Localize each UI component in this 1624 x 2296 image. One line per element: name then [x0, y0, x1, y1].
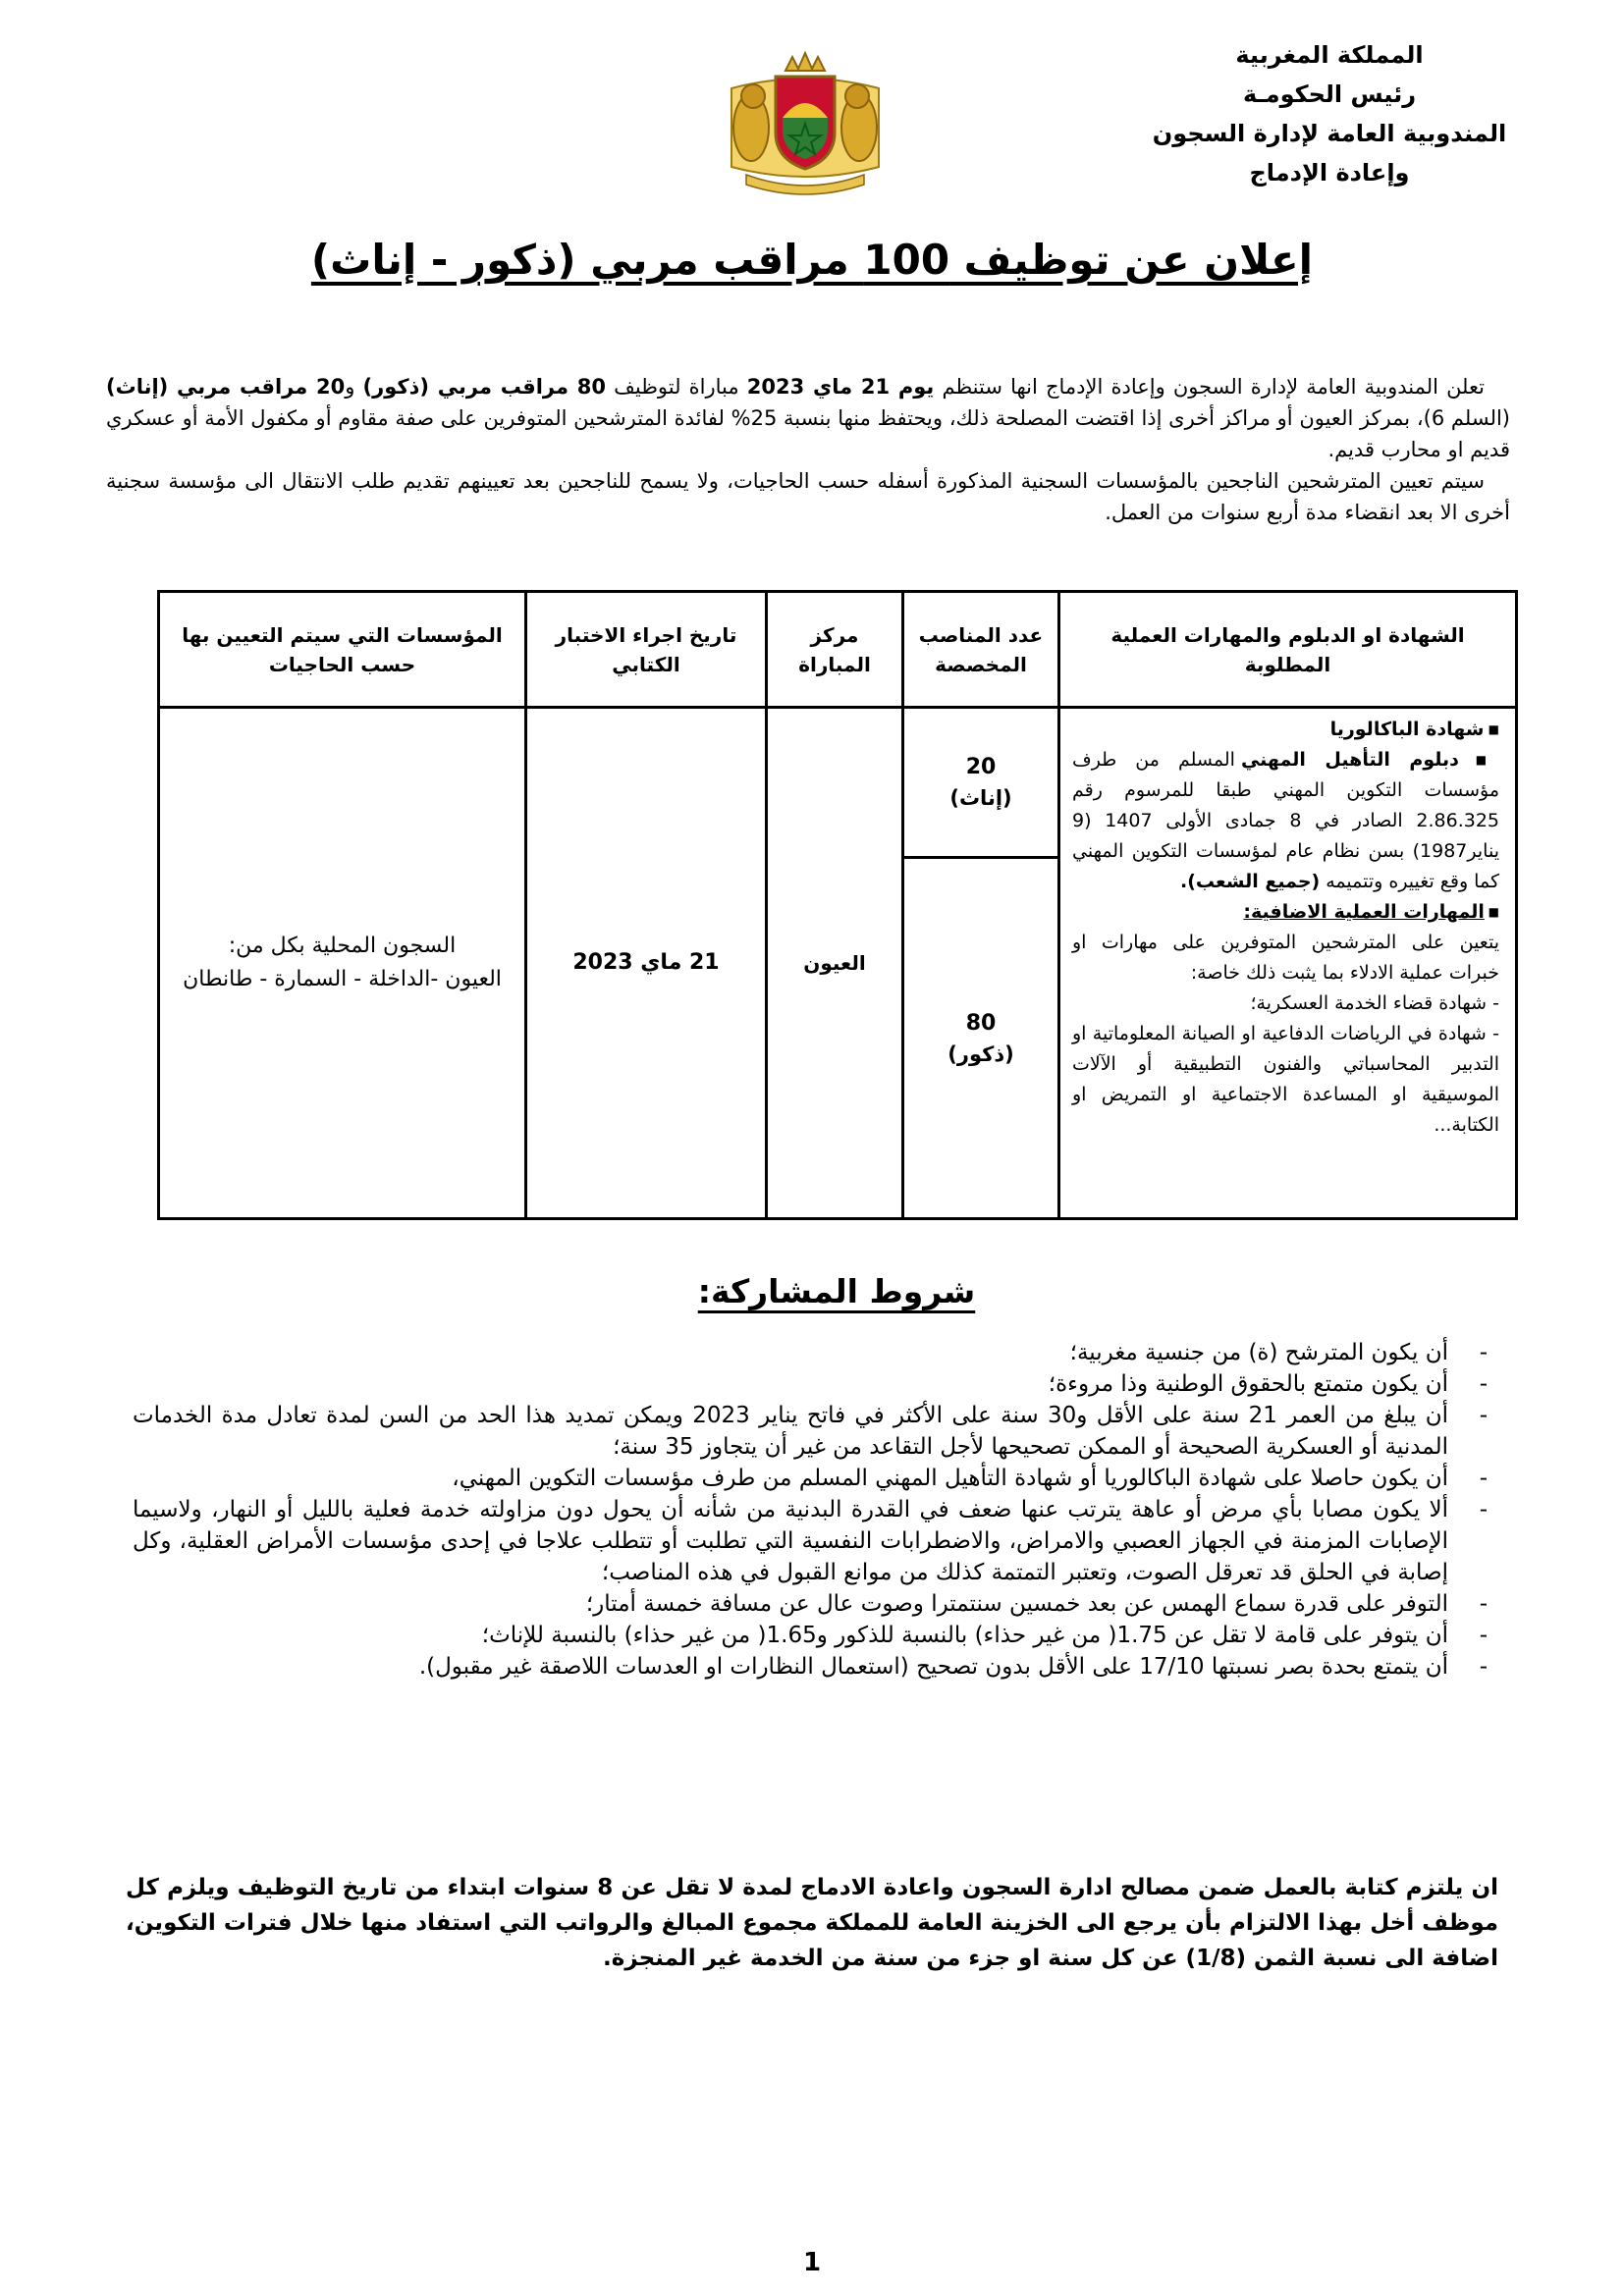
header-block [1123, 35, 1536, 192]
skills-text: يتعين على المترشحين المتوفرين على مهارات او خبرات عملية الادلاء بما يثبت ذلك خاصة: [1072, 932, 1499, 984]
intro-text-part: و [345, 375, 363, 399]
institutions-line1: السجون المحلية بكل من: [228, 934, 457, 958]
header-exam-date: تاريخ اجراء الاختبار الكتابي [526, 592, 767, 708]
table-row [159, 708, 1517, 1219]
government-label: رئيس الحكومـة [1242, 80, 1417, 108]
table-header-row [159, 592, 1517, 708]
delegation-label: المندوبية العامة لإدارة السجون [1152, 120, 1507, 147]
intro-text-part: مباراة لتوظيف [605, 375, 747, 399]
list-item: - أن يبلغ من العمر 21 سنة على الأقل و30 سنة على الأكثر في فاتح يناير 2023 ويمكن تمديد هذا الحد من السن لمدة تعادل مدة الخدمات المدنية أو العسكرية الصحيحة أو الممكن تصحيحها لأجل التقاعد من غير أن يتجاوز 35 سنة؛ [133, 1400, 1448, 1463]
header-center: مركز المباراة [767, 592, 903, 708]
posts-male-count: 80 [965, 1010, 997, 1036]
institutions-line2: العيون -الداخلة - السمارة - طانطان [183, 967, 502, 991]
intro-text-part: تعلن المندوبية العامة لإدارة السجون وإعادة الإدماج انها ستنظم [934, 375, 1485, 399]
male-posts-highlight: 80 مراقب مربي (ذكور) [362, 375, 606, 399]
commitment-paragraph: ان يلتزم كتابة بالعمل ضمن مصالح ادارة السجون واعادة الادماج لمدة لا تقل عن 8 سنوات ابتداء من تاريخ التوظيف ويلزم كل موظف أخل بهذا الالتزام بأن يرجع الى الخزينة العامة للمملكة مجموع المبالغ والرواتب التي استفاد منها خلال فترات التكوين، اضافة الى نسبة الثمن (1/8) عن كل سنة او جزء من سنة من الخدمة غير المنجزة. [126, 1875, 1499, 1971]
skill-military: - شهادة قضاء الخدمة العسكرية؛ [1250, 992, 1499, 1014]
diploma-text: المسلم من طرف مؤسسات التكوين المهني طبقا للمرسوم رقم 2.86.325 الصادر في 8 جمادى الأولى 1407 (9 يناير1987) بسن نظام عام لمؤسسات التكوين المهني كما وقع تغييره وتتميمه [1072, 749, 1499, 892]
conditions-title: شروط المشاركة: [697, 1272, 976, 1310]
posts-female-count: 20 [965, 755, 997, 779]
intro-text [106, 371, 1510, 528]
posts-female-label: (إناث) [949, 786, 1012, 810]
diploma-title: دبلوم التأهيل المهني [1240, 749, 1459, 771]
skills-item [1072, 897, 1499, 928]
posts-male [904, 859, 1057, 1217]
exam-date-highlight: يوم 21 ماي 2023 [746, 375, 935, 399]
kingdom-label: المملكة المغربية [1235, 41, 1424, 69]
exam-date-cell: 21 ماي 2023 [526, 708, 767, 1219]
bac-item [1072, 715, 1499, 745]
intro-text-part: (السلم 6)، بمركز العيون أو مراكز أخرى إذا اقتضت المصلحة ذلك، ويحتفظ منها بنسبة 25% لفائدة المترشحين المتوفرين على صفة مقاوم أو مكفول الأمة أو عسكري قديم او محارب قديم. [106, 406, 1510, 461]
skills-title: المهارات العملية الاضافية: [1243, 901, 1485, 923]
diploma-item [1072, 745, 1499, 897]
posts-female [904, 709, 1057, 859]
diploma-note: (جميع الشعب). [1180, 871, 1321, 892]
header-posts: عدد المناصب المخصصة [903, 592, 1059, 708]
center-cell: العيون [767, 708, 903, 1219]
list-item: - أن يتوفر على قامة لا تقل عن 1.75( من غير حذاء) بالنسبة للذكور و1.65( من غير حذاء) بالنسبة للإناث؛ [133, 1620, 1448, 1651]
skill-other: - شهادة في الرياضات الدفاعية او الصيانة المعلوماتية او التدبير المحاسباتي والفنون التطبيقية أو الآلات الموسيقية او المساعدة الاجتماعية او التمريض او الكتابة... [1072, 1023, 1499, 1136]
list-item: - التوفر على قدرة سماع الهمس عن بعد خمسين سنتمترا وصوت عال عن مسافة خمسة أمتار؛ [133, 1588, 1448, 1620]
conditions-list [133, 1337, 1448, 1682]
recruitment-table [157, 590, 1518, 1220]
list-item: - ألا يكون مصابا بأي مرض أو عاهة يترتب عنها ضعف في القدرة البدنية من شأنه أن يحول دون مزاولته خدمة فعلية بالليل أو النهار، ولاسيما الإصابات المزمنة في الجهاز العصبي والامراض، والاضطرابات النفسية التي تطلبت أو تتطلب علاجا في إحدى مؤسسات الأمراض العقلية، وكل إصابة في الحلق قد تعرقل الصوت، وتعتبر التمتمة كذلك من موانع القبول في هذه المناصب؛ [133, 1494, 1448, 1588]
posts-cell [903, 708, 1059, 1219]
list-item: - أن يكون حاصلا على شهادة الباكالوريا أو شهادة التأهيل المهني المسلم من طرف مؤسسات التكوين المهني، [133, 1463, 1448, 1494]
coat-of-arms-icon [722, 49, 889, 196]
page-number: 1 [802, 2248, 822, 2277]
list-item: - أن يكون المترشح (ة) من جنسية مغربية؛ [133, 1337, 1448, 1368]
female-posts-highlight: 20 مراقب مربي (إناث) [106, 375, 346, 399]
qualifications-cell [1059, 708, 1517, 1219]
list-item: - أن يكون متمتع بالحقوق الوطنية وذا مروءة؛ [133, 1368, 1448, 1400]
posts-male-label: (ذكور) [947, 1041, 1014, 1066]
delegation-label-line2: وإعادة الإدماج [1249, 159, 1410, 187]
intro-paragraph-1 [106, 371, 1510, 465]
header-institutions: المؤسسات التي سيتم التعيين بها حسب الحاجيات [159, 592, 526, 708]
intro-paragraph-2: سيتم تعيين المترشحين الناجحين بالمؤسسات السجنية المذكورة أسفله حسب الحاجيات، ولا يسمح للناجحين بعد تعيينهم تقديم طلب الانتقال الى مؤسسة سجنية أخرى الا بعد انقضاء مدة أربع سنوات من العمل. [106, 469, 1510, 524]
institutions-cell [159, 708, 526, 1219]
header-qualifications: الشهادة او الدبلوم والمهارات العملية المطلوبة [1059, 592, 1517, 708]
announcement-title: إعلان عن توظيف 100 مراقب مربي (ذكور - إناث) [310, 236, 1314, 284]
list-item: - أن يتمتع بحدة بصر نسبتها 17/10 على الأقل بدون تصحيح (استعمال النظارات او العدسات اللاصقة غير مقبول). [133, 1651, 1448, 1682]
bac-label: شهادة الباكالوريا [1329, 719, 1485, 740]
